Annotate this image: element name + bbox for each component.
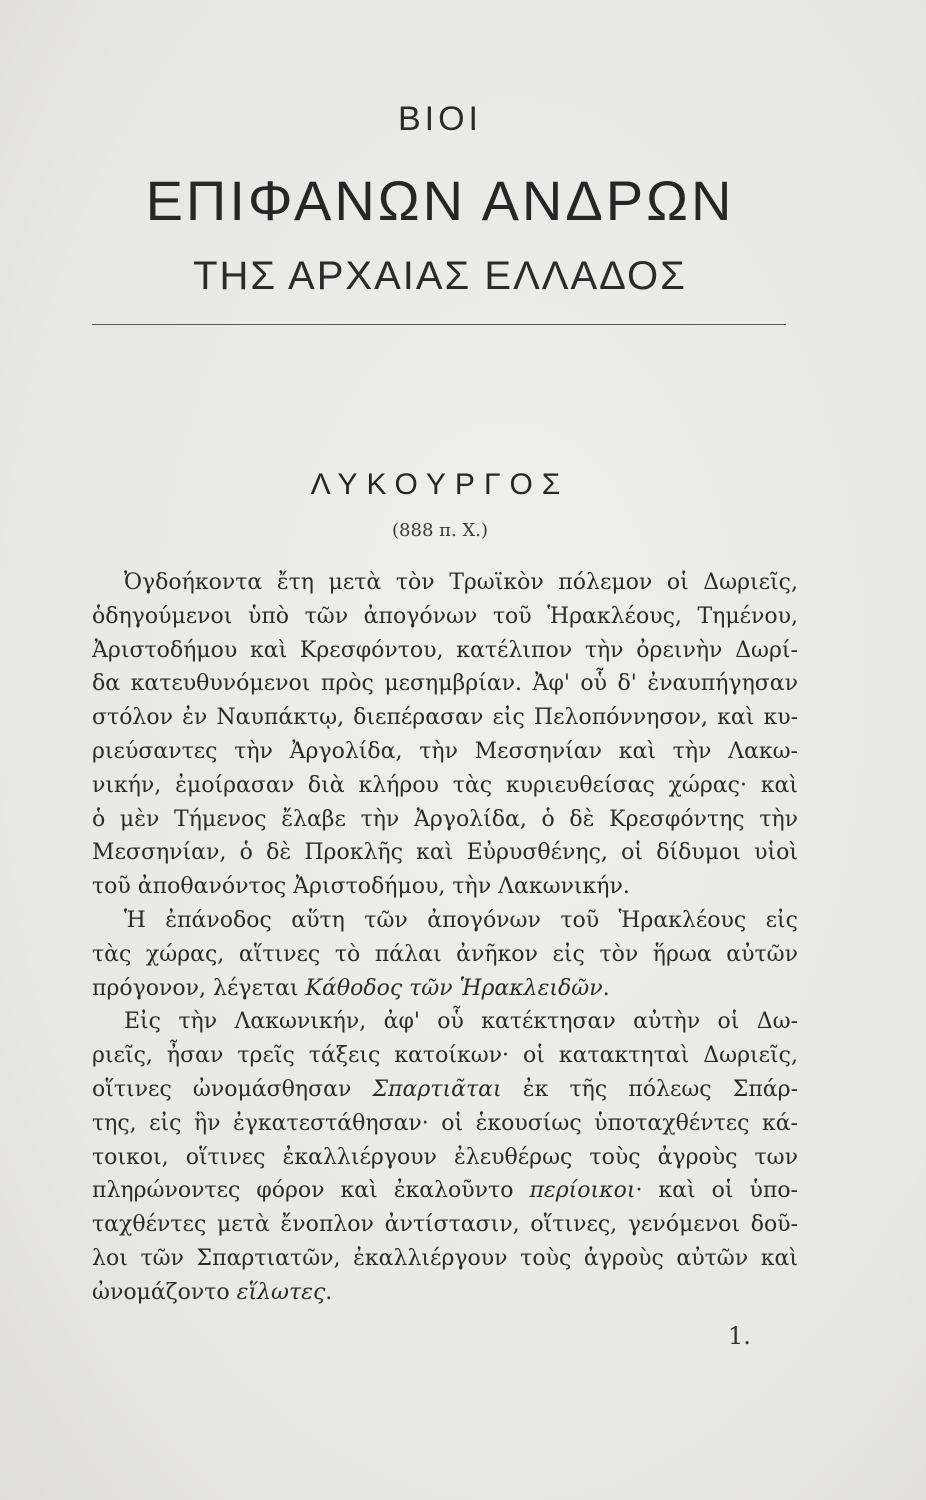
text-line: ταχθέντες μετὰ ἔνοπλον ἀντίστασιν, οἵτινες, γενόμενοι δοῦ-	[92, 1212, 798, 1238]
text-line: ὁδηγούμενοι ὑπὸ τῶν ἀπογόνων τοῦ Ἡρακλέους, Τημένου,	[92, 603, 798, 629]
text-line: δα κατευθυνόμενοι πρὸς μεσημβρίαν. Ἀφ' οὗ δ' ἐναυπήγησαν	[92, 671, 798, 697]
text-segment: ὠνομάζοντο	[92, 1279, 237, 1305]
text-line: λοι τῶν Σπαρτιατῶν, ἐκαλλιέργουν τοὺς ἀγροὺς αὐτῶν καὶ	[92, 1245, 798, 1271]
body-text	[92, 566, 798, 1310]
text-segment: πληρώνοντες φόρον καὶ ἐκαλοῦντο	[92, 1178, 530, 1204]
text-line: τοῦ ἀποθανόντος Ἀριστοδήμου, τὴν Λακωνικήν.	[92, 874, 630, 900]
italic-term: περίοικοι	[529, 1178, 636, 1204]
text-line: τὰς χώρας, αἵτινες τὸ πάλαι ἀνῆκον εἰς τὸν ἥρωα αὐτῶν	[92, 941, 798, 967]
book-title-main: ΕΠΙΦΑΝΩΝ ΑΝΔΡΩΝ	[145, 169, 735, 232]
text-line: Μεσσηνίαν, ὁ δὲ Προκλῆς καὶ Εὐρυσθένης, οἱ δίδυμοι υἱοὶ	[92, 840, 798, 866]
text-segment: · καὶ οἱ ὑπο-	[635, 1178, 798, 1204]
text-line: ριεύσαντες τὴν Ἀργολίδα, τὴν Μεσσηνίαν καὶ τὴν Λακω-	[92, 738, 798, 764]
text-segment: οἵτινες ὠνομάσθησαν	[92, 1076, 373, 1102]
text-segment: πρόγονον, λέγεται	[92, 975, 306, 1001]
book-title-sub: ΤΗΣ ΑΡΧΑΙΑΣ ΕΛΛΑΔΟΣ	[193, 254, 687, 298]
text-line: Ἀριστοδήμου καὶ Κρεσφόντου, κατέλιπον τὴν ὀρεινὴν Δωρί-	[92, 637, 798, 663]
italic-term: Σπαρτιᾶται	[372, 1076, 502, 1102]
italic-term: εἵλωτες	[236, 1279, 326, 1305]
text-line: ὁ μὲν Τήμενος ἔλαβε τὴν Ἀργολίδα, ὁ δὲ Κρεσφόντης τὴν	[92, 806, 798, 832]
text-line: Ὀγδοήκοντα ἔτη μετὰ τὸν Τρωϊκὸν πόλεμον οἱ Δωριεῖς,	[124, 570, 798, 595]
text-line: Εἰς τὴν Λακωνικήν, ἀφ' οὗ κατέκτησαν αὐτὴν οἱ Δω-	[124, 1009, 798, 1035]
text-line: της, εἰς ἣν ἐγκατεστάθησαν· οἱ ἑκουσίως ὑποταχθέντες κά-	[92, 1110, 798, 1136]
text-line: τοικοι, οἵτινες ἐκαλλιέργουν ἐλευθέρως τοὺς ἀγροὺς των	[92, 1144, 798, 1170]
text-line: ριεῖς, ἦσαν τρεῖς τάξεις κατοίκων· οἱ κατακτηταὶ Δωριεῖς,	[92, 1043, 798, 1069]
book-title-small: ΒΙΟΙ	[397, 100, 483, 138]
chapter-title: ΛΥΚΟΥΡΓΟΣ	[310, 468, 570, 501]
text-line: στόλον ἐν Ναυπάκτῳ, διεπέρασαν εἰς Πελοπόννησον, καὶ κυ-	[92, 705, 798, 731]
text-line	[92, 1174, 798, 1208]
title-divider	[92, 324, 786, 325]
italic-term: Κάθοδος τῶν Ἡρακλειδῶν	[305, 975, 603, 1001]
text-line	[92, 1276, 798, 1310]
text-line	[92, 1073, 798, 1107]
text-segment: .	[602, 975, 610, 1001]
text-line	[92, 972, 798, 1006]
page-number: 1.	[728, 1322, 751, 1350]
chapter-date: (888 π. Χ.)	[392, 520, 488, 541]
text-line: νικήν, ἐμοίρασαν διὰ κλήρου τὰς κυριευθείσας χώρας· καὶ	[92, 772, 798, 798]
text-segment: .	[325, 1279, 333, 1305]
text-segment: ἐκ τῆς πόλεως Σπάρ-	[501, 1076, 798, 1102]
text-line: Ἡ ἐπάνοδος αὕτη τῶν ἀπογόνων τοῦ Ἡρακλέους εἰς	[124, 907, 798, 933]
